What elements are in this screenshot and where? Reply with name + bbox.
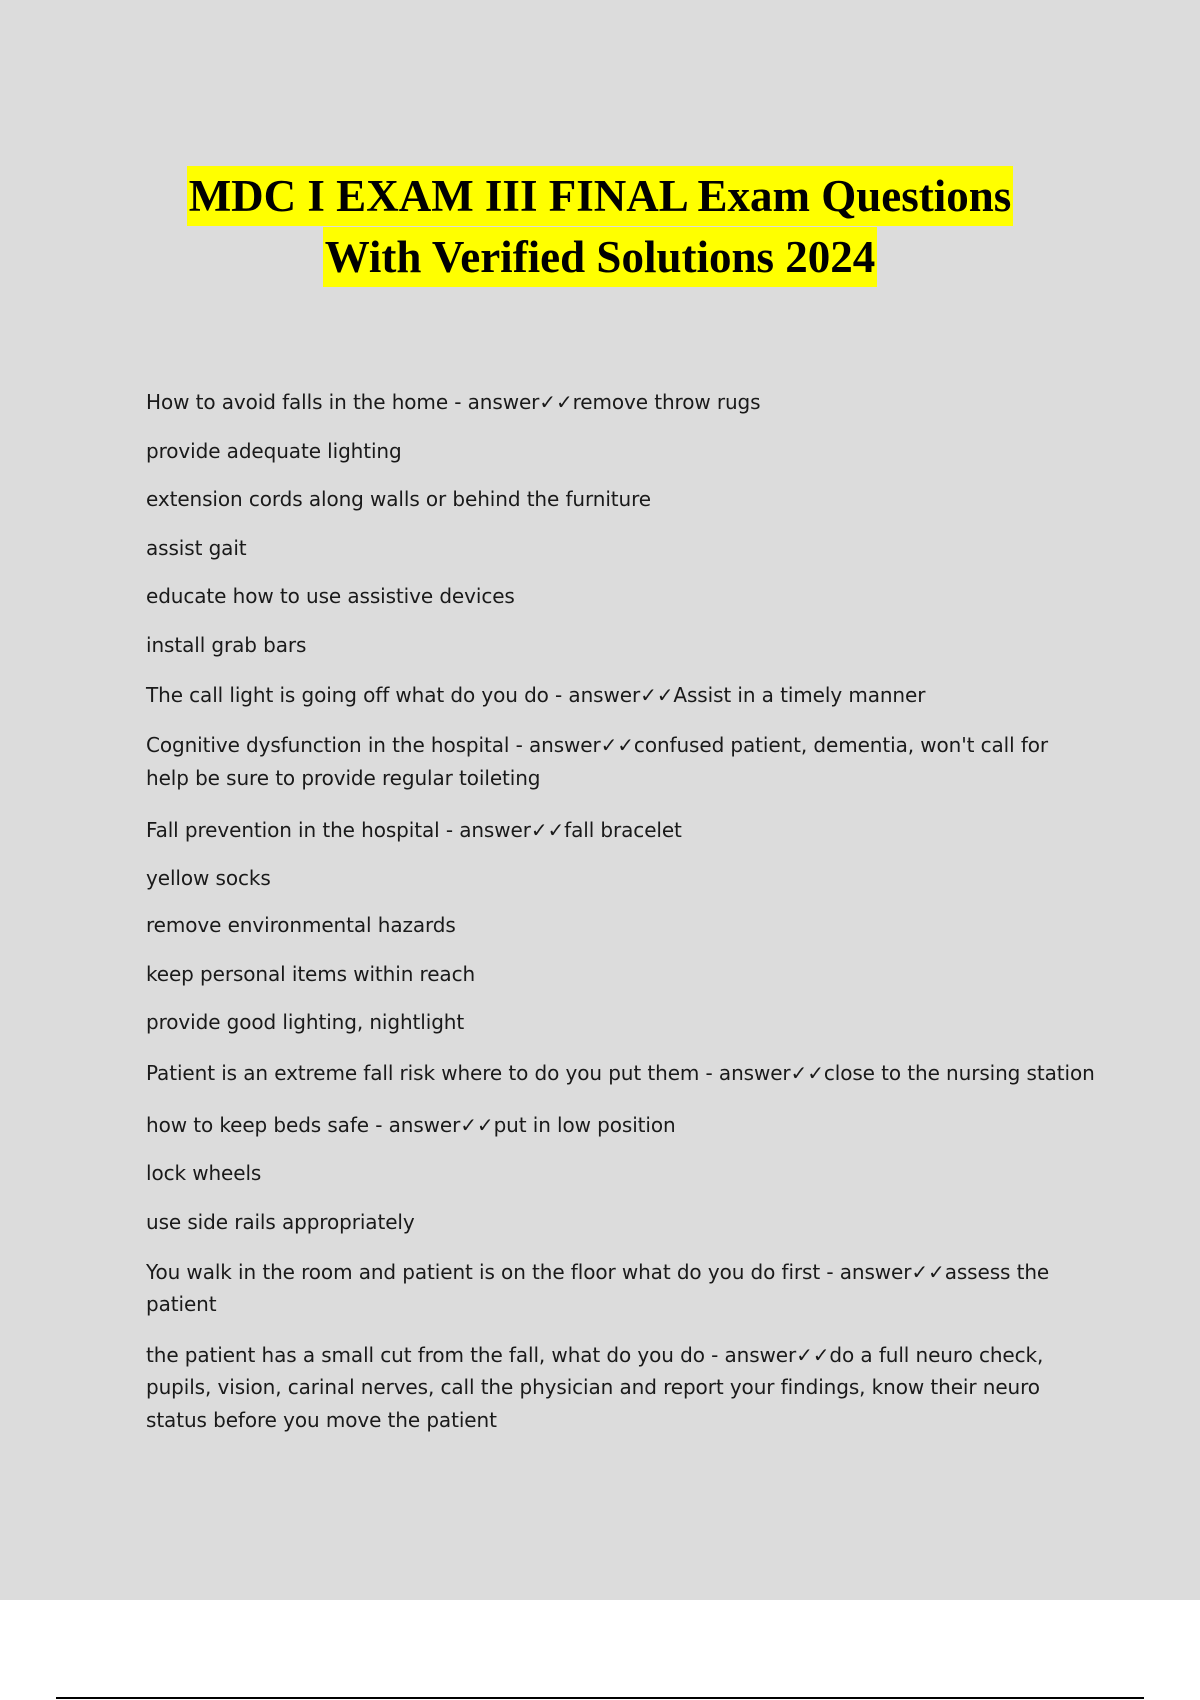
text-line: lock wheels <box>146 1161 262 1185</box>
text-line: provide adequate lighting <box>146 439 402 463</box>
text-line: extension cords along walls or behind the furniture <box>146 487 651 511</box>
text-line: You walk in the room and patient is on the floor what do you do first - answer✓✓assess the <box>146 1260 1050 1284</box>
footer-divider <box>56 1697 1144 1699</box>
text-line: The call light is going off what do you do - answer✓✓Assist in a timely manner <box>146 683 926 707</box>
text-line: Fall prevention in the hospital - answer✓✓fall bracelet <box>146 818 682 842</box>
text-line: assist gait <box>146 536 247 560</box>
title-line-2: With Verified Solutions 2024 <box>323 227 878 287</box>
text-line: patient <box>146 1292 217 1316</box>
text-line: remove environmental hazards <box>146 913 456 937</box>
text-line: help be sure to provide regular toileting <box>146 766 541 790</box>
text-line: how to keep beds safe - answer✓✓put in low position <box>146 1113 676 1137</box>
text-line: yellow socks <box>146 866 271 890</box>
text-line: Cognitive dysfunction in the hospital - answer✓✓confused patient, dementia, won't call for <box>146 733 1049 757</box>
text-line: educate how to use assistive devices <box>146 584 515 608</box>
title-line-1: MDC I EXAM III FINAL Exam Questions <box>187 166 1014 226</box>
text-line: install grab bars <box>146 633 307 657</box>
text-line: pupils, vision, carinal nerves, call the physician and report your findings, know their neuro <box>146 1375 1040 1399</box>
text-line: provide good lighting, nightlight <box>146 1010 465 1034</box>
text-line: the patient has a small cut from the fall, what do you do - answer✓✓do a full neuro check, <box>146 1343 1044 1367</box>
text-line: use side rails appropriately <box>146 1210 415 1234</box>
text-line: Patient is an extreme fall risk where to do you put them - answer✓✓close to the nursing station <box>146 1061 1095 1085</box>
text-line: status before you move the patient <box>146 1408 497 1432</box>
page-footer <box>0 1600 1200 1700</box>
document-title <box>0 166 1200 288</box>
text-line: How to avoid falls in the home - answer✓✓remove throw rugs <box>146 390 761 414</box>
text-line: keep personal items within reach <box>146 962 476 986</box>
